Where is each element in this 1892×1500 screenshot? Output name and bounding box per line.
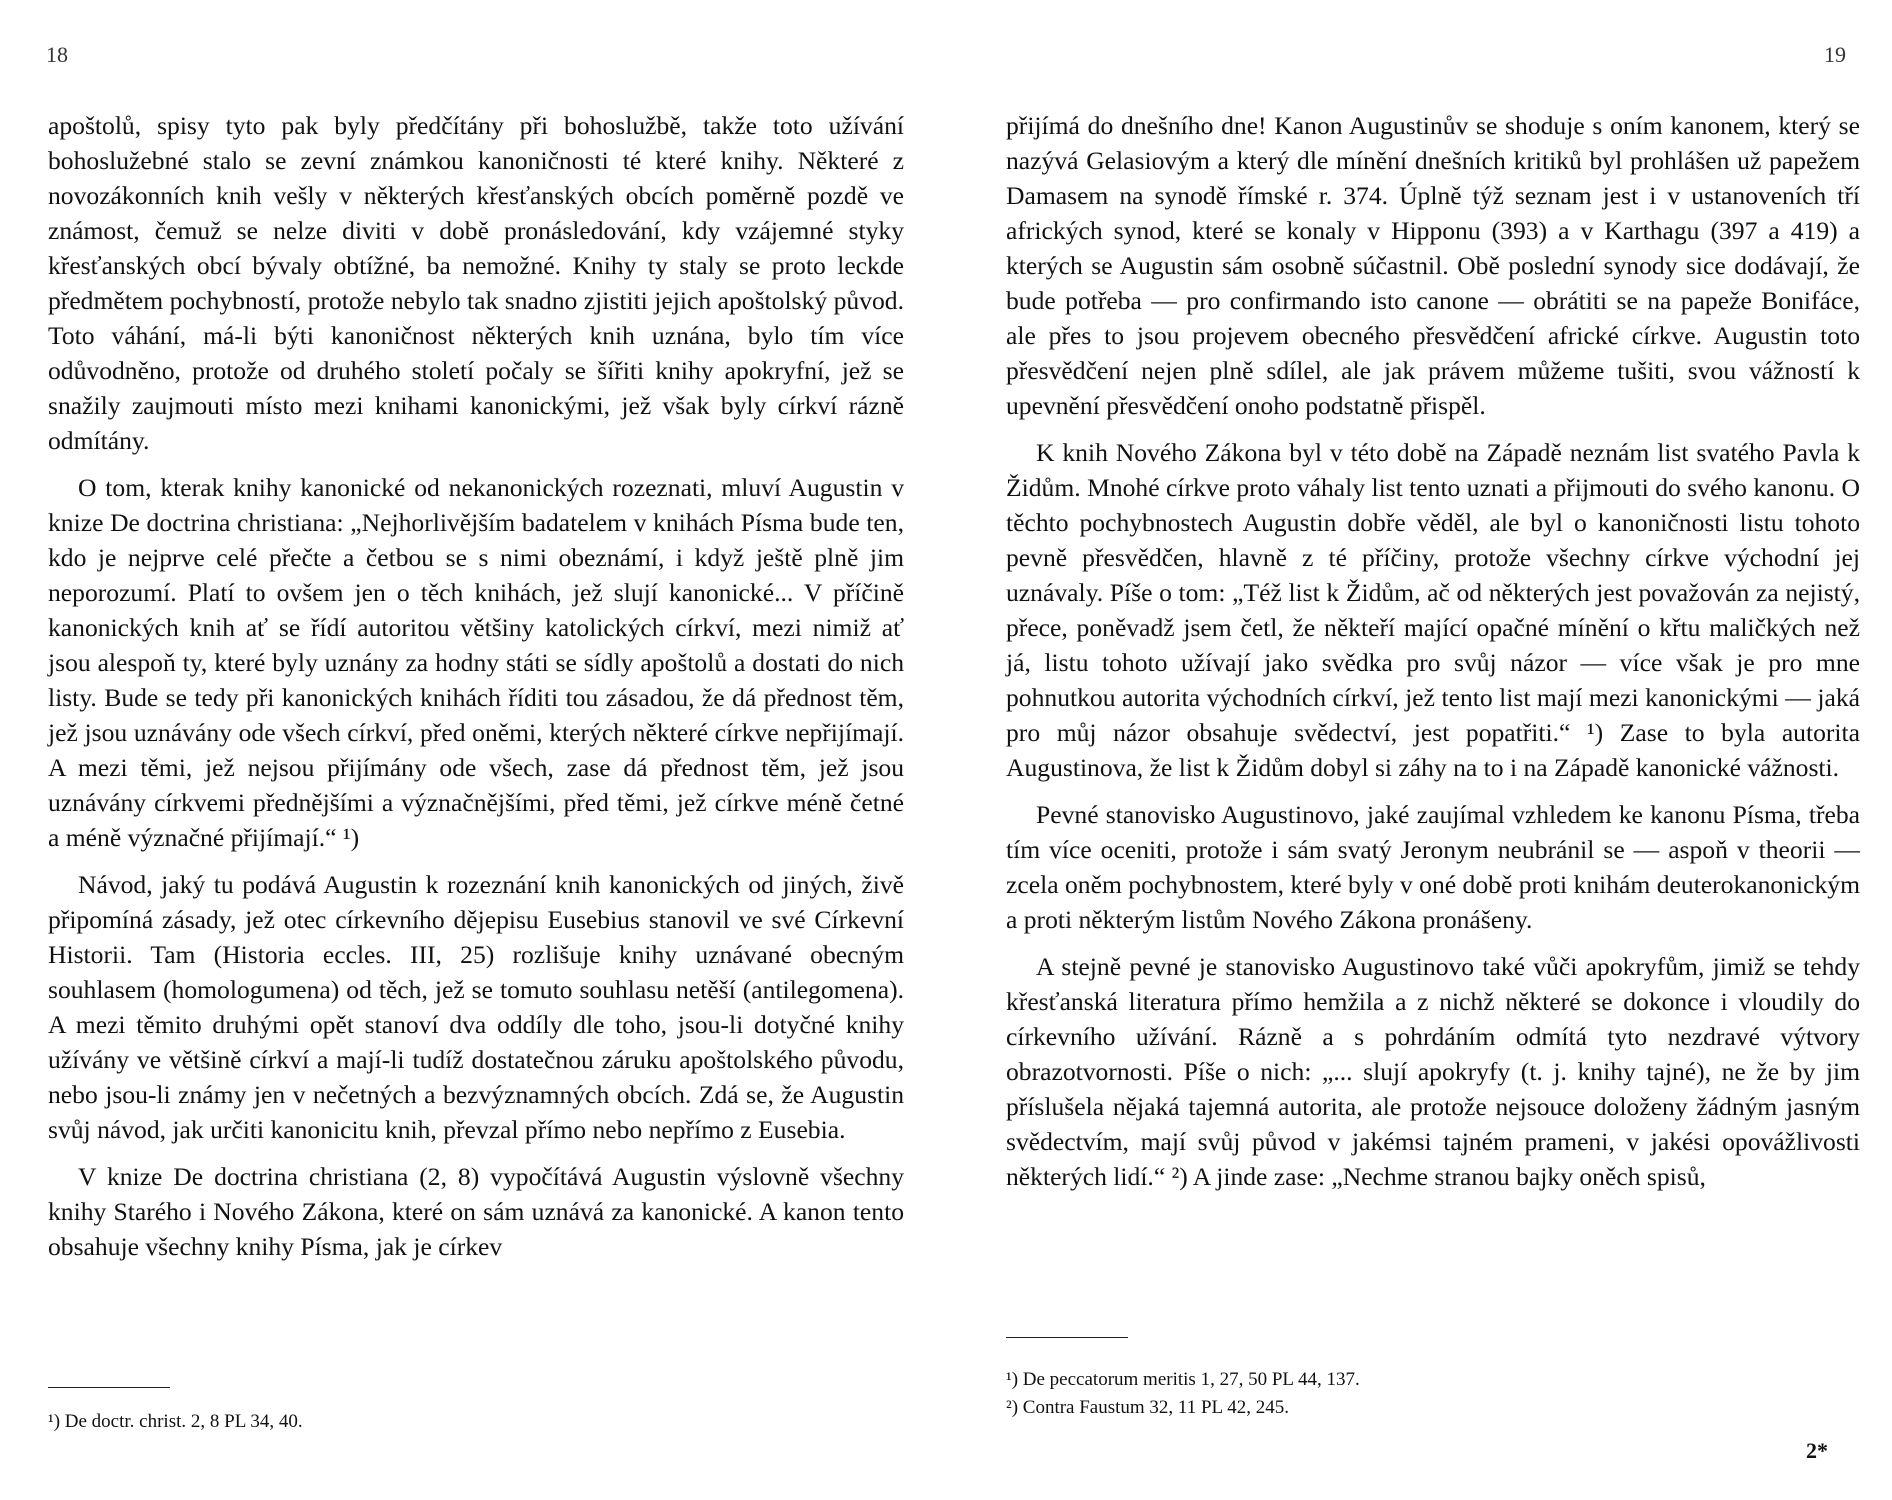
footnote-divider [1006,1337,1128,1338]
right-page [946,0,1892,1500]
footnote: ¹) De doctr. christ. 2, 8 PL 34, 40. [48,1411,303,1432]
paragraph: Pevné stanovisko Augustinovo, jaké zaujímal vzhledem ke kanonu Písma, třeba tím více oceniti, protože i sám svatý Jeronym neubránil se — aspoň v theorii — zcela oněm pochybnostem, které byly v oné době proti knihám deuterokanonickým a proti některým listům Nového Zákona pronášeny. [1006,800,1860,934]
paragraph: A stejně pevné je stanovisko Augustinovo také vůči apokryfům, jimiž se tehdy křesťanská literatura přímo hemžila a z nichž některé se dokonce i vloudily do církevního užívání. Rázně a s pohrdáním odmítá tyto nezdravé výtvory obrazotvornosti. Píše o nich: „... slují apokryfy (t. j. knihy tajné), ne že by jim příslušela nějaká tajemná autorita, ale protože nejsouce doloženy žádným jasným svědectvím, mají svůj původ v jakémsi tajném prameni, v jakési opovážlivosti některých lidí.“ ²) A jinde zase: „Nechme stranou bajky oněch spisů, [1006,952,1860,1191]
footnotes-right [1006,1366,1860,1422]
body-text-left [48,108,904,1276]
footnote: ²) Contra Faustum 32, 11 PL 42, 245. [1006,1397,1289,1418]
footnotes-left [48,1408,904,1436]
paragraph: apoštolů, spisy tyto pak byly předčítány při bohoslužbě, takže toto užívání bohoslužebné stalo se zevní známkou kanoničnosti té které knihy. Některé z novozákonních knih vešly v některých křesťanských obcích poměrně pozdě ve známost, čemuž se nelze diviti v době pronásledování, kdy vzájemné styky křesťanských obcí bývaly obtížné, ba nemožné. Knihy ty staly se proto leckde předmětem pochybností, protože nebylo tak snadno zjistiti jejich apoštolský původ. Toto váhání, má-li býti kanoničnost některých knih uznána, bylo tím více odůvodněno, protože od druhého století počaly se šířiti knihy apokryfní, jež se snažily zaujmouti místo mezi knihami kanonickými, jež však byly církví rázně odmítány. [48,111,904,455]
footnote-divider [48,1387,170,1388]
footnote: ¹) De peccatorum meritis 1, 27, 50 PL 44, 137. [1006,1369,1360,1390]
paragraph: přijímá do dnešního dne! Kanon Augustinův se shoduje s oním kanonem, který se nazývá Gelasiovým a který dle mínění dnešních kritiků byl prohlášen už papežem Damasem na synodě římské r. 374. Úplně týž seznam jest i v ustanoveních tří afrických synod, které se konaly v Hipponu (393) a v Karthagu (397 a 419) a kterých se Augustin sám osobně súčastnil. Obě poslední synody sice dodávají, že bude potřeba — pro confirmando isto canone — obrátiti se na papeže Bonifáce, ale přes to jsou projevem obecného přesvědčení africké církve. Augustin toto přesvědčení nejen plně sdílel, ale jak právem můžeme tušiti, svou vážností k upevnění přesvědčení onoho podstatně přispěl. [1006,111,1860,420]
paragraph: O tom, kterak knihy kanonické od nekanonických rozeznati, mluví Augustin v knize De doctrina christiana: „Nejhorlivějším badatelem v knihách Písma bude ten, kdo je nejprve celé přečte a četbou se s nimi obeznámí, i když ještě plně jim neporozumí. Platí to ovšem jen o těch knihách, jež slují kanonické... V příčině kanonických knih ať se řídí autoritou většiny katolických církví, mezi nimiž ať jsou alespoň ty, které byly uznány za hodny státi se sídly apoštolů a dostati do nich listy. Bude se tedy při kanonických knihách říditi tou zásadou, že dá přednost těm, jež jsou uznávány ode všech církví, před oněmi, kterých některé církve nepřijímají. A mezi těmi, jež nejsou přijímány ode všech, zase dá přednost těm, jež jsou uznávány církvemi přednějšími a význačnějšími, před těmi, jež církve méně četné a méně význačné přijímají.“ ¹) [48,473,904,852]
page-number-right: 19 [1824,42,1846,67]
paragraph: Návod, jaký tu podává Augustin k rozeznání knih kanonických od jiných, živě připomíná zásady, jež otec církevního dějepisu Eusebius stanovil ve své Církevní Historii. Tam (Historia eccles. III, 25) rozlišuje knihy uznávané obecným souhlasem (homologumena) od těch, jež se tomuto souhlasu netěší (antilegomena). A mezi těmito druhými opět stanoví dva oddíly dle toho, jsou-li dotyčné knihy užívány ve většině církví a mají-li tudíž dostatečnou záruku apoštolského původu, nebo jsou-li známy jen v nečetných a bezvýznamných obcích. Zdá se, že Augustin svůj návod, jak určiti kanonicitu knih, převzal přímo nebo nepřímo z Eusebia. [48,870,904,1144]
paragraph: V knize De doctrina christiana (2, 8) vypočítává Augustin výslovně všechny knihy Starého i Nového Zákona, které on sám uznává za kanonické. A kanon tento obsahuje všechny knihy Písma, jak je církev [48,1162,904,1261]
signature-mark: 2* [1806,1438,1828,1463]
page-number-left: 18 [46,42,68,67]
body-text-right [1006,108,1860,1206]
paragraph: K knih Nového Zákona byl v této době na Západě neznám list svatého Pavla k Židům. Mnohé církve proto váhaly list tento uznati a přijmouti do svého kanonu. O těchto pochybnostech Augustin dobře věděl, ale byl o kanoničnosti listu tohoto pevně přesvědčen, hlavně z té příčiny, protože všechny církve východní jej uznávaly. Píše o tom: „Též list k Židům, ač od některých jest považován za nejistý, přece, poněvadž jsem četl, že někteří mající opačné mínění o křtu maličkých než já, listu tohoto užívají jako svědka pro svůj názor — více však je pro mne pohnutkou autorita východních církví, jež tento list mají mezi kanonickými — jaká pro můj názor obsahuje svědectví, jest popatřiti.“ ¹) Zase to byla autorita Augustinova, že list k Židům dobyl si záhy na to i na Západě kanonické vážnosti. [1006,438,1860,782]
